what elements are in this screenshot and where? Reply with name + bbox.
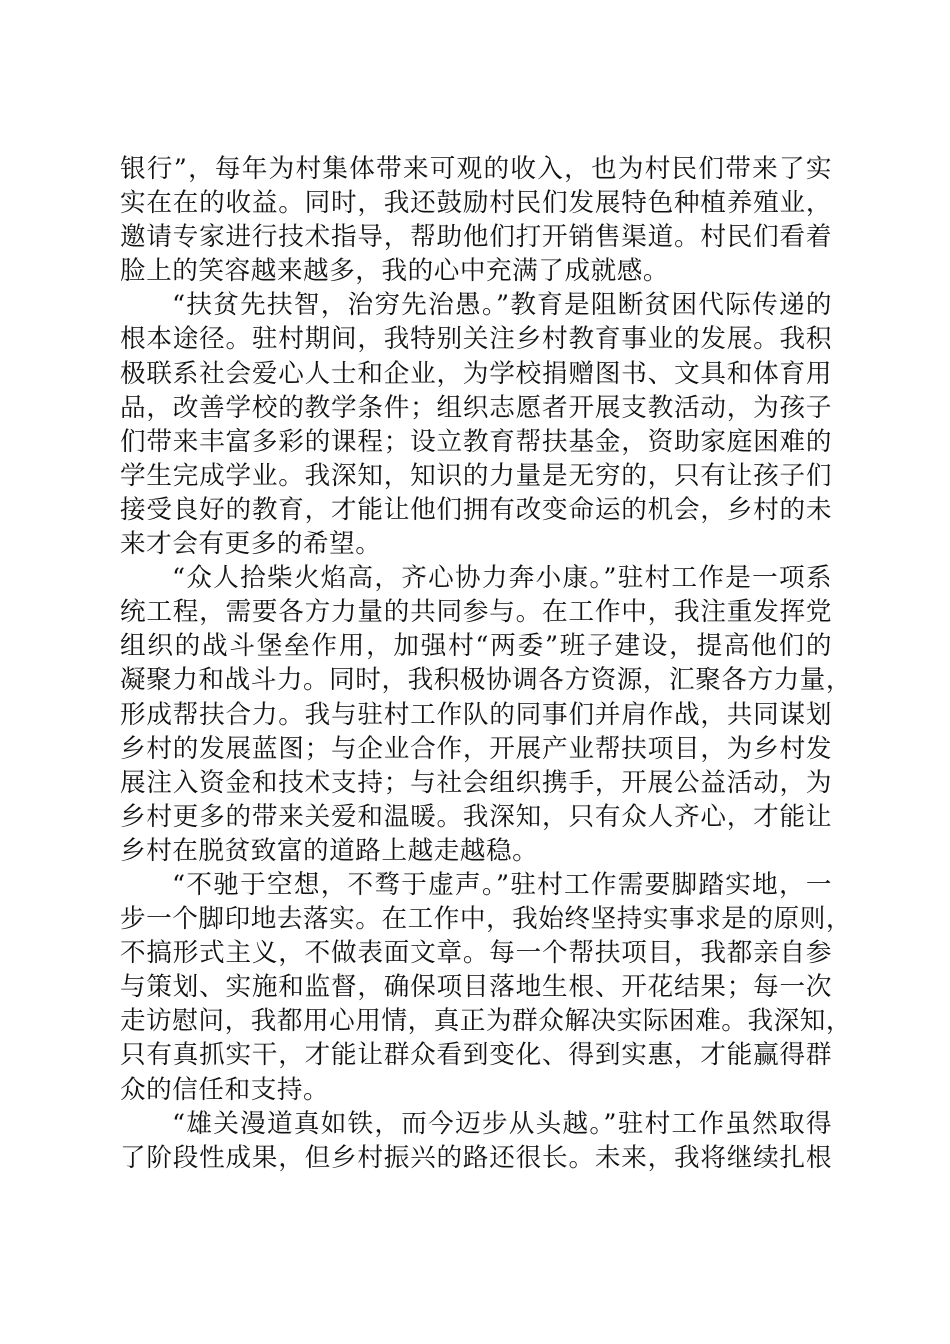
paragraph — [120, 288, 832, 561]
paragraph — [120, 561, 853, 868]
body-text — [120, 152, 853, 1175]
paragraph — [120, 868, 853, 1107]
text-line: 只有真抓实干，才能让群众看到变化、得到实惠，才能赢得群 — [120, 1040, 832, 1071]
text-line: 不搞形式主义，不做表面文章。每一个帮扶项目，我都亲自参 — [120, 938, 832, 969]
text-line: 展注入资金和技术支持；与社会组织携手，开展公益活动，为 — [120, 767, 832, 798]
text-line: 与策划、实施和监督，确保项目落地生根、开花结果；每一次 — [120, 972, 832, 1003]
text-line: 组织的战斗堡垒作用，加强村“两委”班子建设，提高他们的 — [120, 631, 832, 662]
text-line: 极联系社会爱心人士和企业，为学校捐赠图书、文具和体育用 — [120, 358, 832, 389]
text-line: 统工程，需要各方力量的共同参与。在工作中，我注重发挥党 — [120, 597, 832, 628]
text-line: 根本途径。驻村期间，我特别关注乡村教育事业的发展。我积 — [120, 324, 832, 355]
text-line: 实在在的收益。同时，我还鼓励村民们发展特色种植养殖业， — [120, 188, 832, 219]
text-line: 走访慰问，我都用心用情，真正为群众解决实际困难。我深知， — [120, 1006, 853, 1037]
text-line: “扶贫先扶智，治穷先治愚。”教育是阻断贫困代际传递的 — [172, 290, 832, 321]
text-line: 们带来丰富多彩的课程；设立教育帮扶基金，资助家庭困难的 — [120, 426, 832, 457]
text-line: 银行”，每年为村集体带来可观的收入，也为村民们带来了实 — [120, 154, 832, 184]
text-line: 接受良好的教育，才能让他们拥有改变命运的机会，乡村的未 — [120, 494, 832, 525]
text-line: 脸上的笑容越来越多，我的心中充满了成就感。 — [120, 256, 670, 287]
text-line: 形成帮扶合力。我与驻村工作队的同事们并肩作战，共同谋划 — [120, 699, 832, 730]
text-line: 步一个脚印地去落实。在工作中，我始终坚持实事求是的原则， — [120, 904, 853, 935]
text-line: 乡村在脱贫致富的道路上越走越稳。 — [120, 835, 539, 866]
text-line: “雄关漫道真如铁，而今迈步从头越。”驻村工作虽然取得 — [172, 1108, 832, 1139]
paragraph — [120, 152, 832, 288]
text-line: 学生完成学业。我深知，知识的力量是无穷的，只有让孩子们 — [120, 460, 832, 491]
text-line: 乡村更多的带来关爱和温暖。我深知，只有众人齐心，才能让 — [120, 801, 832, 832]
text-line: 凝聚力和战斗力。同时，我积极协调各方资源，汇聚各方力量， — [120, 665, 853, 696]
text-line: 乡村的发展蓝图；与企业合作，开展产业帮扶项目，为乡村发 — [120, 733, 832, 764]
text-line: 了阶段性成果，但乡村振兴的路还很长。未来，我将继续扎根 — [120, 1142, 832, 1173]
text-line: 来才会有更多的希望。 — [120, 529, 382, 560]
paragraph — [120, 1107, 832, 1175]
text-line: 众的信任和支持。 — [120, 1074, 330, 1105]
text-line: 品，改善学校的教学条件；组织志愿者开展支教活动，为孩子 — [120, 392, 832, 423]
text-line: 邀请专家进行技术指导，帮助他们打开销售渠道。村民们看着 — [120, 222, 832, 253]
text-line: “不驰于空想，不骛于虚声。”驻村工作需要脚踏实地，一 — [172, 869, 832, 900]
text-line: “众人拾柴火焰高，齐心协力奔小康。”驻村工作是一项系 — [172, 563, 832, 594]
